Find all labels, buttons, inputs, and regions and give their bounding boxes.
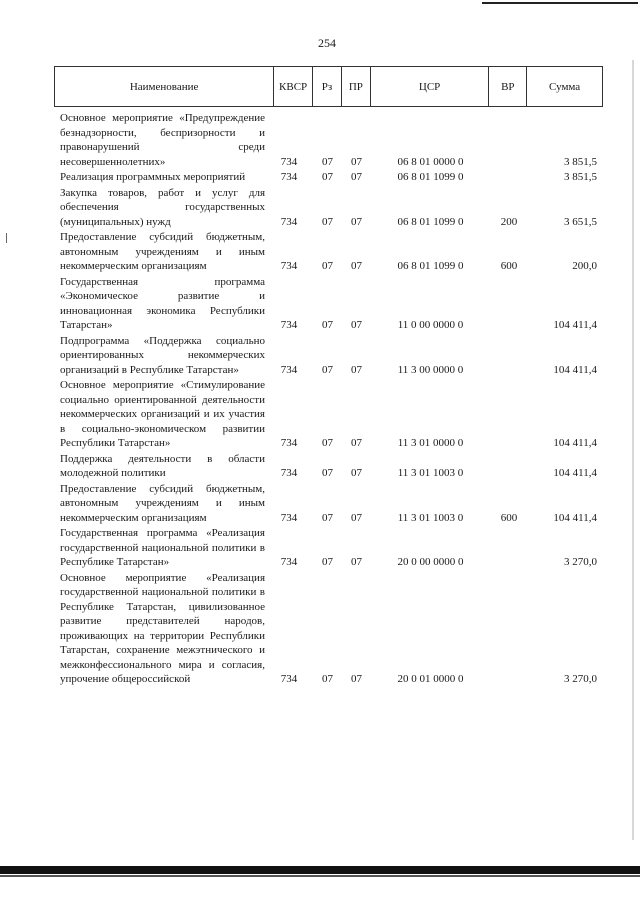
table-header [54, 66, 603, 107]
table-row [54, 571, 603, 687]
row-vr: 600 [500, 511, 518, 524]
row-rz: 07 [322, 260, 333, 272]
table-row [54, 482, 603, 526]
row-rz: 07 [322, 673, 333, 685]
row-sum: 3 851,5 [564, 155, 597, 168]
scan-bottom-bar [0, 866, 640, 874]
row-rz: 07 [322, 511, 333, 524]
header-csr: ЦСР [371, 67, 490, 106]
header-kvsr: КВСР [274, 67, 313, 106]
row-sum: 104 411,4 [553, 511, 597, 524]
page-number: 254 [318, 36, 336, 50]
row-sum: 104 411,4 [553, 319, 597, 331]
row-csr: 11 3 01 1003 0 [397, 511, 464, 524]
table-row [54, 230, 603, 274]
table-row [54, 452, 603, 481]
row-pr: 07 [351, 673, 362, 685]
row-name: Государственная программа «Экономическое развитие и инновационная экономика Республики Татарстан» [60, 275, 265, 331]
row-rz: 07 [322, 155, 333, 168]
row-name: Основное мероприятие «Стимулирование социально ориентированной деятельности некоммерческих организаций и их участия в социально-экономическом развитии Республики Татарстан» [60, 379, 265, 449]
row-sum: 104 411,4 [553, 363, 597, 376]
row-kvsr: 734 [280, 171, 298, 183]
header-sum: Сумма [549, 80, 581, 93]
row-sum: 3 651,5 [564, 215, 597, 228]
row-pr: 07 [351, 260, 362, 272]
row-name: Предоставление субсидий бюджетным, автономным учреждениям и иным некоммерческим организациям [60, 482, 265, 524]
row-name: Основное мероприятие «Предупреждение безнадзорности, беспризорности и правонарушений среди несовершеннолетних» [60, 112, 265, 168]
row-rz: 07 [322, 363, 333, 376]
row-pr: 07 [351, 155, 362, 168]
row-csr: 06 8 01 1099 0 [397, 171, 464, 183]
row-csr: 20 0 01 0000 0 [397, 673, 464, 685]
row-pr: 07 [351, 511, 362, 524]
row-sum: 3 270,0 [564, 673, 597, 685]
row-name: Государственная программа «Реализация государственной национальной политики в Республике Татарстан» [60, 527, 265, 568]
row-csr: 06 8 01 0000 0 [397, 155, 464, 168]
table-row [54, 526, 603, 570]
row-csr: 11 3 01 0000 0 [397, 437, 464, 449]
row-sum: 200,0 [572, 260, 597, 272]
row-kvsr: 734 [280, 363, 298, 376]
table-row [54, 378, 603, 451]
row-kvsr: 734 [280, 467, 298, 479]
scan-edge-line [482, 2, 638, 4]
table-row [54, 111, 603, 169]
row-rz: 07 [322, 437, 333, 449]
table-row [54, 275, 603, 333]
row-csr: 11 3 00 0000 0 [397, 363, 464, 376]
row-rz: 07 [322, 556, 333, 568]
row-pr: 07 [351, 556, 362, 568]
scan-bottom-line [0, 875, 640, 877]
row-name: Основное мероприятие «Реализация государственной национальной политики в Республике Татарстан, цивилизованное развитие представителей народов, проживающих на территории Республики Татарстан, сохранение межэтнического и межконфессионального мира и согласия, упрочение общероссийской [60, 571, 265, 685]
row-csr: 06 8 01 1099 0 [397, 260, 464, 272]
row-csr: 06 8 01 1099 0 [397, 215, 464, 228]
row-sum: 104 411,4 [553, 467, 597, 479]
row-rz: 07 [322, 467, 333, 479]
row-name: Подпрограмма «Поддержка социально ориентированных некоммерческих организаций в Республике Татарстан» [60, 334, 265, 376]
row-sum: 104 411,4 [553, 437, 597, 449]
row-csr: 11 3 01 1003 0 [397, 467, 464, 479]
row-name: Поддержка деятельности в области молодежной политики [60, 452, 265, 479]
row-name: Предоставление субсидий бюджетным, автономным учреждениям и иным некоммерческим организациям [60, 231, 265, 272]
row-pr: 07 [351, 467, 362, 479]
table-body [54, 111, 603, 688]
row-pr: 07 [351, 319, 362, 331]
row-rz: 07 [322, 319, 333, 331]
row-kvsr: 734 [280, 260, 298, 272]
row-sum: 3 270,0 [564, 556, 597, 568]
row-kvsr: 734 [280, 556, 298, 568]
row-name: Реализация программных мероприятий [60, 171, 246, 183]
scan-right-edge [632, 60, 634, 840]
table-row [54, 334, 603, 378]
row-vr: 600 [500, 260, 518, 272]
row-kvsr: 734 [280, 215, 298, 228]
row-kvsr: 734 [280, 673, 298, 685]
table-row [54, 186, 603, 230]
row-sum: 3 851,5 [564, 171, 597, 183]
row-kvsr: 734 [280, 437, 298, 449]
row-rz: 07 [322, 171, 333, 183]
row-pr: 07 [351, 437, 362, 449]
row-vr: 200 [500, 215, 518, 228]
row-rz: 07 [322, 215, 333, 228]
header-pr: ПР [342, 67, 371, 106]
header-rz: Рз [313, 67, 342, 106]
row-kvsr: 734 [280, 511, 298, 524]
row-name: Закупка товаров, работ и услуг для обеспечения государственных (муниципальных) нужд [60, 186, 265, 228]
table-row [54, 170, 603, 185]
row-csr: 20 0 00 0000 0 [397, 556, 464, 568]
row-pr: 07 [351, 171, 362, 183]
row-kvsr: 734 [280, 155, 298, 168]
row-pr: 07 [351, 363, 362, 376]
row-csr: 11 0 00 0000 0 [397, 319, 464, 331]
row-pr: 07 [351, 215, 362, 228]
scan-margin-mark [6, 233, 7, 243]
header-name: Наименование [55, 67, 274, 106]
row-kvsr: 734 [280, 319, 298, 331]
header-vr: ВР [489, 67, 527, 106]
